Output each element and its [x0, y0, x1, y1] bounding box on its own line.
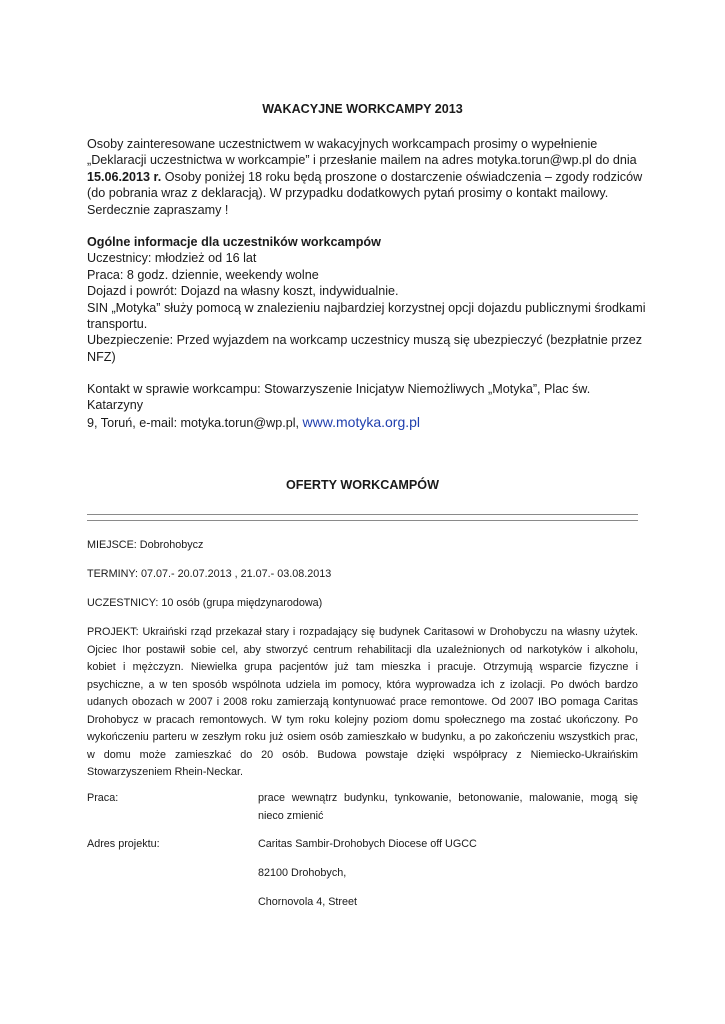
address-line: 82100 Drohobych, — [258, 867, 347, 879]
offer-place: MIEJSCE: Dobrohobycz — [87, 539, 204, 551]
intro-paragraph — [87, 136, 647, 218]
general-info-heading: Ogólne informacje dla uczestników workcampów — [87, 235, 381, 249]
offer-participants: UCZESTNICY: 10 osób (grupa międzynarodowa) — [87, 597, 323, 609]
website-link[interactable]: www.motyka.org.pl — [302, 413, 421, 430]
offer-project-description — [87, 624, 638, 782]
work-label: Praca: — [87, 792, 119, 804]
address-line: Caritas Sambir-Drohobych Diocese off UGCC — [258, 838, 477, 850]
contact-line: 9, Toruń, e-mail: motyka.torun@wp.pl, www.motyka.org.pl — [87, 413, 421, 430]
work-info: Praca: 8 godz. dziennie, weekendy wolne — [87, 267, 319, 282]
project-line: Drohobycz w pracach remontowych. W tym roku kolejny poziom domu społecznego ma zostać ukończony. Po — [87, 713, 638, 726]
intro-line: Serdecznie zapraszamy ! — [87, 202, 229, 217]
divider-line — [87, 520, 638, 521]
insurance-info-line: NFZ) — [87, 349, 116, 364]
intro-line: Osoby zainteresowane uczestnictwem w wakacyjnych workcampach prosimy o wypełnienie — [87, 137, 598, 151]
offer-dates: TERMINY: 07.07.- 20.07.2013 , 21.07.- 03.08.2013 — [87, 568, 332, 580]
project-line: w domu może zamieszkać do 20 osób. Budowa powstaje dzięki współpracy z Niemiecko-Ukraińskim — [87, 748, 638, 761]
participants-info: Uczestnicy: młodzież od 16 lat — [87, 251, 257, 266]
project-line: wykończeniu parteru w zeszłym roku już osiem osób zamieszkało w budynku, a po zakończeniu wszystkich prac, — [87, 731, 638, 743]
project-line: psychiczne, a w ten sposób wspólnota udziela im pomocy, która wyprowadza ich z izolacji. Po dwóch bardzo — [87, 678, 638, 691]
project-line: Ojciec Ihor postawił sobie cel, aby stworzyć centrum rehabilitacji dla uzależnionych od narkotyków i alkoholu, — [87, 643, 638, 656]
project-line: PROJEKT: Ukraiński rząd przekazał stary i rozpadający się budynek Caritasowi w Drohobyczu na własny użytek. — [87, 626, 638, 638]
general-info-section — [87, 234, 647, 365]
deadline-date: 15.06.2013 r. — [87, 169, 162, 184]
work-value: prace wewnątrz budynku, tynkowanie, betonowanie, malowanie, mogą się nieco zmienić — [258, 792, 638, 822]
travel-info: Dojazd i powrót: Dojazd na własny koszt, indywidualnie. — [87, 284, 399, 299]
contact-section — [87, 381, 647, 431]
address-line: Chornovola 4, Street — [258, 896, 358, 908]
intro-line: „Deklaracji uczestnictwa w workcampie” i przesłanie mailem na adres motyka.torun@wp.pl do dnia — [87, 153, 637, 168]
intro-line: 15.06.2013 r. Osoby poniżej 18 roku będą proszone o dostarczenie oświadczenia – zgody rodziców — [87, 169, 643, 184]
contact-line: Kontakt w sprawie workcampu: Stowarzyszenie Inicjatyw Niemożliwych „Motyka”, Plac św. Katarzyny — [87, 382, 591, 413]
project-line: kobiet i mężczyzn. Niewielka grupa pacjentów już tam mieszka i pracuje. Otrzymują wsparcie fizyczne i — [87, 661, 638, 673]
offers-heading: OFERTY WORKCAMPÓW — [286, 478, 439, 492]
page-title: WAKACYJNE WORKCAMPY 2013 — [262, 102, 463, 116]
project-line: Stowarzyszeniem Rhein-Neckar. — [87, 766, 244, 778]
divider-line — [87, 514, 638, 515]
address-label: Adres projektu: — [87, 838, 160, 850]
sin-info-line: SIN „Motyka” służy pomocą w znalezieniu najbardziej korzystnej opcji dojazdu publicznymi środkami — [87, 300, 646, 315]
insurance-info-line: Ubezpieczenie: Przed wyjazdem na workcamp uczestnicy muszą się ubezpieczyć (bezpłatnie przez — [87, 333, 643, 348]
project-line: udanych obozach w 2007 i 2008 roku zamierzają kontynuować prace remontowe. Od 2007 IBO pomaga Caritas — [87, 696, 638, 708]
intro-line: (do pobrania wraz z deklaracją). W przypadku dodatkowych pytań prosimy o kontakt mailowy. — [87, 186, 609, 201]
sin-info-line: transportu. — [87, 317, 148, 332]
